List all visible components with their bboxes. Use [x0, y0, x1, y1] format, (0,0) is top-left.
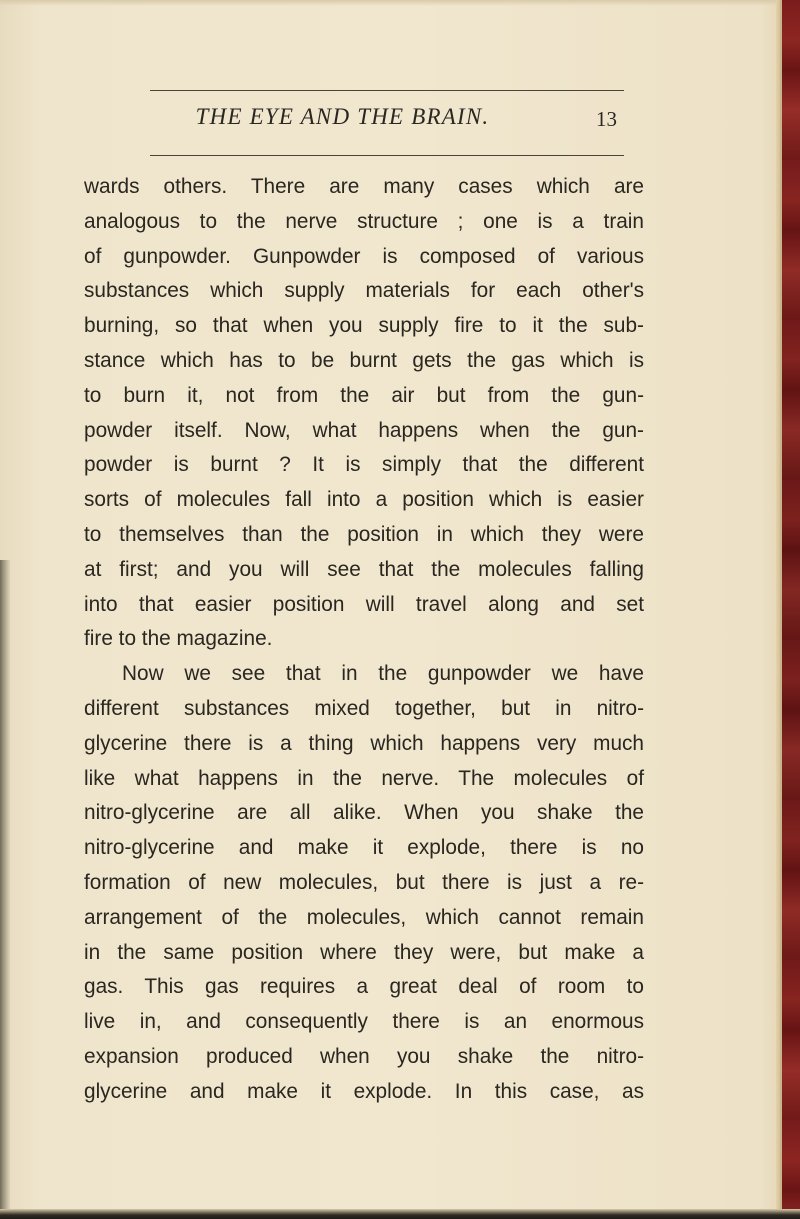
text-line: into that easier position will travel along and set	[84, 592, 644, 616]
header-rule-bottom	[150, 155, 624, 156]
text-line: nitro-glycerine and make it explode, there is no	[84, 836, 644, 860]
page-bottom-edge	[0, 1209, 800, 1219]
text-line: glycerine and make it explode. In this case, as	[84, 1079, 644, 1103]
running-title: THE EYE AND THE BRAIN.	[195, 104, 490, 129]
text-line: in the same position where they were, but make a	[84, 940, 644, 964]
header-rule-top	[150, 90, 624, 91]
text-line: at first; and you will see that the molecules falling	[84, 557, 644, 581]
text-line: burning, so that when you supply fire to it the sub-	[84, 314, 644, 338]
paragraph-first-line: Now we see that in the gunpowder we have	[122, 662, 644, 686]
text-line: formation of new molecules, but there is just a re-	[84, 870, 644, 894]
page-number: 13	[596, 107, 617, 131]
text-line: glycerine there is a thing which happens very much	[84, 731, 644, 755]
text-line: different substances mixed together, but in nitro-	[84, 696, 644, 720]
text-line: arrangement of the molecules, which cannot remain	[84, 905, 644, 929]
page-top-edge	[0, 0, 800, 6]
text-line: to burn it, not from the air but from the gun-	[84, 383, 644, 407]
book-spine-binding	[780, 0, 800, 1219]
text-line: like what happens in the nerve. The molecules of	[84, 766, 644, 790]
text-line: stance which has to be burnt gets the gas which is	[84, 348, 644, 372]
text-line: live in, and consequently there is an enormous	[84, 1010, 644, 1034]
body-text	[84, 170, 644, 1110]
text-line: powder itself. Now, what happens when the gun-	[84, 418, 644, 442]
text-line: gas. This gas requires a great deal of room to	[84, 975, 644, 999]
page-left-edge-shadow	[0, 560, 10, 1219]
text-line: nitro-glycerine are all alike. When you shake the	[84, 801, 644, 825]
paragraph-end-line: fire to the magazine.	[84, 627, 273, 651]
text-line: of gunpowder. Gunpowder is composed of various	[84, 244, 644, 268]
text-line: analogous to the nerve structure ; one is a train	[84, 209, 644, 233]
text-line: to themselves than the position in which they were	[84, 522, 644, 546]
text-line: expansion produced when you shake the nitro-	[84, 1044, 644, 1068]
text-line: sorts of molecules fall into a position which is easier	[84, 488, 644, 512]
text-line: powder is burnt ? It is simply that the different	[84, 453, 644, 477]
text-line: wards others. There are many cases which are	[84, 175, 644, 198]
text-line: substances which supply materials for each other's	[84, 279, 644, 303]
